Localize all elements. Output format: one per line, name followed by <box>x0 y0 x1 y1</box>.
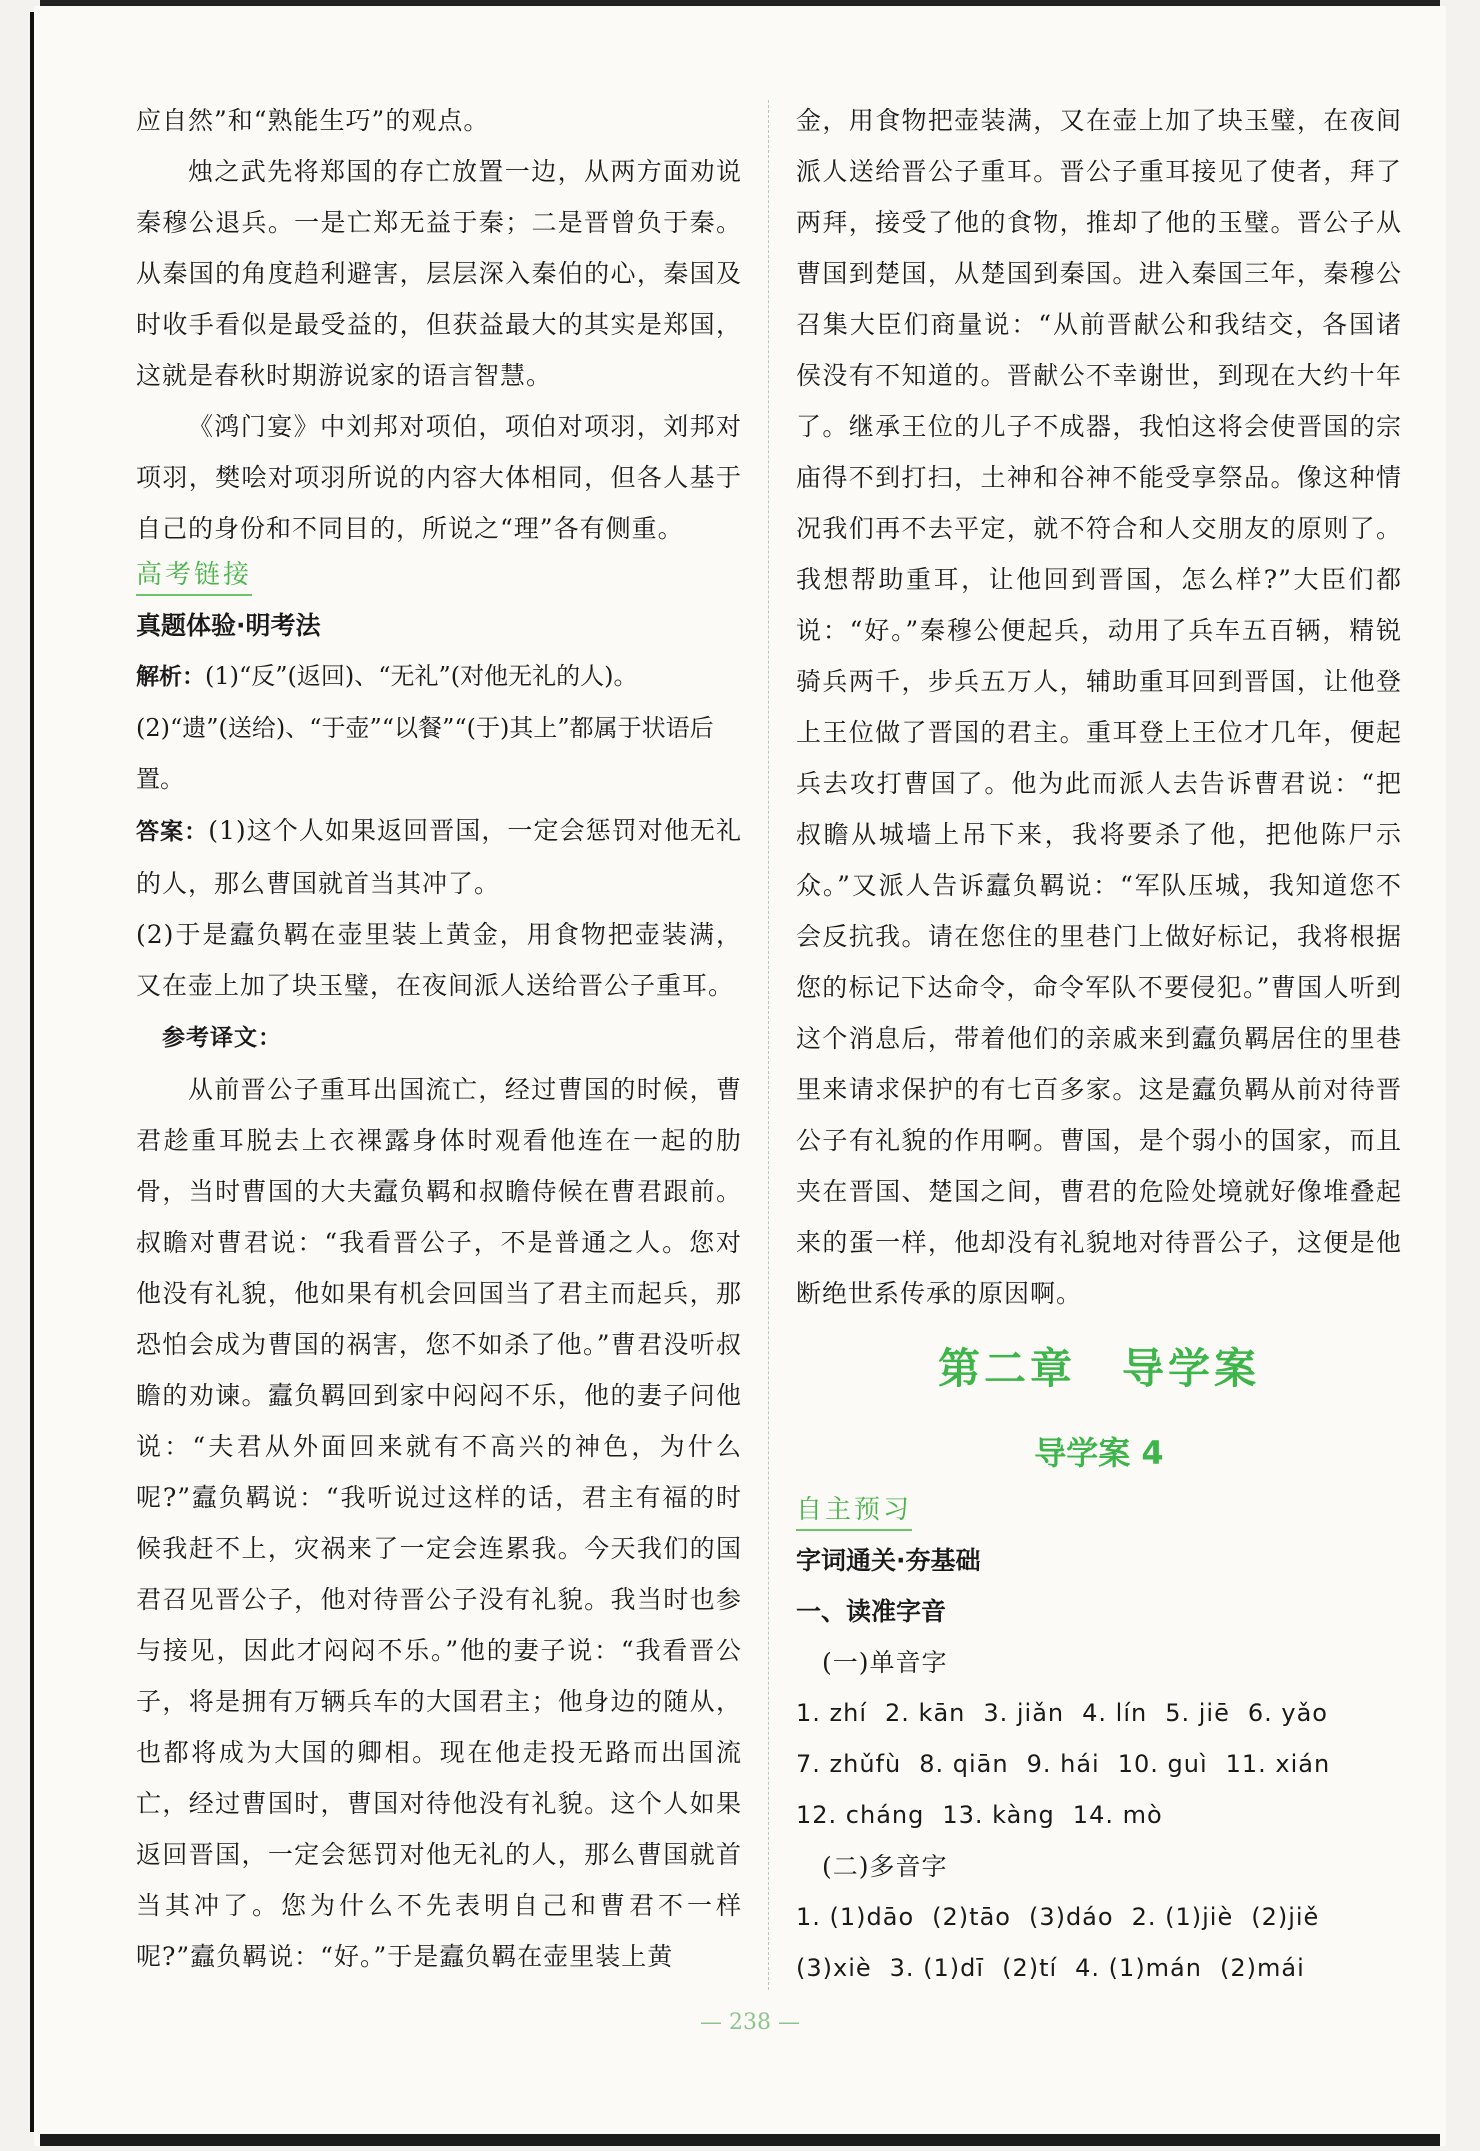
answer-text: (1)这个人如果返回晋国，一定会惩罚对他无礼的人，那么曹国就首当其冲了。 <box>136 816 742 898</box>
reference-label: 参考译文： <box>162 1025 282 1051</box>
single-sound-label: (一)单音字 <box>822 1648 948 1677</box>
answer-paragraph <box>136 805 742 909</box>
pinyin-item: (2)tí <box>1002 1954 1058 1982</box>
pinyin-item: 2. kān <box>885 1699 966 1727</box>
pinyin-row <box>796 1943 1402 1994</box>
paragraph: 《鸿门宴》中刘邦对项伯，项伯对项羽，刘邦对项羽，樊哙对项羽所说的内容大体相同，但各人基于自己的身份和不同目的，所说之“理”各有侧重。 <box>136 412 742 543</box>
pinyin-item: (3)xiè <box>796 1954 872 1982</box>
pinyin-item: 4. (1)mán <box>1075 1954 1202 1982</box>
pinyin-item: 8. qiān <box>919 1750 1009 1778</box>
analysis-text: (1)“反”(返回)、“无礼”(对他无礼的人)。(2)“遗”(送给)、“于壶”“以餐”“(于)其上”都属于状语后置。 <box>136 662 714 793</box>
pinyin-item: 2. (1)jiè <box>1131 1903 1234 1931</box>
pinyin-item: (2)mái <box>1219 1954 1305 1982</box>
subsection-title: 真题体验·明考法 <box>136 611 321 640</box>
pinyin-item: (3)dáo <box>1028 1903 1114 1931</box>
pinyin-item: (2)jiě <box>1251 1903 1320 1931</box>
answer-paragraph-2: (2)于是蠧负羁在壶里装上黄金，用食物把壶装满，又在壶上加了块玉璧，在夜间派人送给晋公子重耳。 <box>136 920 742 1000</box>
multi-sound-label: (二)多音字 <box>822 1852 948 1881</box>
pinyin-item: 13. kàng <box>942 1801 1055 1829</box>
page-number: — 238 — <box>700 2010 800 2035</box>
translation-paragraph: 从前晋公子重耳出国流亡，经过曹国的时候，曹君趁重耳脱去上衣裸露身体时观看他连在一起的肋骨，当时曹国的大夫蠧负羁和叔瞻侍候在曹君跟前。叔瞻对曹君说：“我看晋公子，不是普通之人。您对他没有礼貌，他如果有机会回国当了君主而起兵，那恐怕会成为曹国的祸害，您不如杀了他。”曹君没听叔瞻的劝谏。蠧负羁回到家中闷闷不乐，他的妻子问他说：“夫君从外面回来就有不高兴的神色，为什么呢?”蠧负羁说：“我听说过这样的话，君主有福的时候我赶不上，灾祸来了一定会连累我。今天我们的国君召见晋公子，他对待晋公子没有礼貌。我当时也参与接见，因此才闷闷不乐。”他的妻子说：“我看晋公子，将是拥有万辆兵车的大国君主；他身边的随从，也都将成为大国的卿相。现在他走投无路而出国流亡，经过曹国时，曹国对待他没有礼貌。这个人如果返回晋国，一定会惩罚对他无礼的人，那么曹国就首当其冲了。您为什么不先表明自己和曹君不一样呢?”蠧负羁说：“好。”于是蠧负羁在壶里装上黄 <box>136 1075 742 1971</box>
pinyin-item: 14. mò <box>1072 1801 1163 1829</box>
paragraph: 烛之武先将郑国的存亡放置一边，从两方面劝说秦穆公退兵。一是亡郑无益于秦；二是晋曾负于秦。从秦国的角度趋利避害，层层深入秦伯的心，秦国及时收手看似是最受益的，但获益最大的其实是郑国，这就是春秋时期游说家的语言智慧。 <box>136 157 742 390</box>
section-tag-preview: 自主预习 <box>796 1491 912 1531</box>
analysis-paragraph <box>136 651 742 805</box>
translation-continued: 金，用食物把壶装满，又在壶上加了块玉璧，在夜间派人送给晋公子重耳。晋公子重耳接见了使者，拜了两拜，接受了他的食物，推却了他的玉璧。晋公子从曹国到楚国，从楚国到秦国。进入秦国三年，秦穆公召集大臣们商量说：“从前晋献公和我结交，各国诸侯没有不知道的。晋献公不幸谢世，到现在大约十年了。继承王位的儿子不成器，我怕这将会使晋国的宗庙得不到打扫，土神和谷神不能受享祭品。像这种情况我们再不去平定，就不符合和人交朋友的原则了。我想帮助重耳，让他回到晋国，怎么样?”大臣们都说：“好。”秦穆公便起兵，动用了兵车五百辆，精锐骑兵两千，步兵五万人，辅助重耳回到晋国，让他登上王位做了晋国的君主。重耳登上王位才几年，便起兵去攻打曹国了。他为此而派人去告诉曹君说：“把叔瞻从城墙上吊下来，我将要杀了他，把他陈尸示众。”又派人告诉蠧负羁说：“军队压城，我知道您不会反抗我。请在您住的里巷门上做好标记，我将根据您的标记下达命令，命令军队不要侵犯。”曹国人听到这个消息后，带着他们的亲戚来到蠧负羁居住的里巷里来请求保护的有七百多家。这是蠧负羁从前对待晋公子有礼貌的作用啊。曹国，是个弱小的国家，而且夹在晋国、楚国之间，曹君的危险处境就好像堆叠起来的蛋一样，他却没有礼貌地对待晋公子，这便是他断绝世系传承的原因啊。 <box>796 106 1402 1308</box>
answer-label: 答案： <box>136 819 209 845</box>
left-column <box>136 95 742 1982</box>
section-title: 导学案 4 <box>1034 1434 1164 1472</box>
analysis-label: 解析： <box>136 664 205 690</box>
pinyin-item: 5. jiē <box>1165 1699 1230 1727</box>
section-tag-gaokao: 高考链接 <box>136 556 252 596</box>
pinyin-item: 3. jiǎn <box>983 1699 1065 1727</box>
pinyin-item: 3. (1)dī <box>889 1954 985 1982</box>
pinyin-item: 6. yǎo <box>1247 1699 1328 1727</box>
pinyin-item: 10. guì <box>1117 1750 1208 1778</box>
pinyin-item: 12. cháng <box>796 1801 925 1829</box>
pinyin-item: 7. zhǔfù <box>796 1750 902 1778</box>
pinyin-item: 4. lín <box>1082 1699 1148 1727</box>
subsection-title: 字词通关·夯基础 <box>796 1546 981 1575</box>
right-column <box>796 95 1402 1994</box>
scan-edge-bottom <box>40 2134 1440 2146</box>
chapter-title: 第二章 导学案 <box>937 1344 1260 1393</box>
pinyin-row <box>796 1892 1402 1943</box>
pinyin-item: (2)tāo <box>932 1903 1011 1931</box>
part-title: 一、读准字音 <box>796 1597 947 1626</box>
pinyin-item: 11. xián <box>1225 1750 1331 1778</box>
paragraph: 应自然”和“熟能生巧”的观点。 <box>136 106 490 135</box>
pinyin-row <box>796 1739 1402 1790</box>
pinyin-item: 1. (1)dāo <box>796 1903 915 1931</box>
pinyin-row <box>796 1688 1402 1739</box>
column-divider <box>768 100 769 1990</box>
pinyin-item: 9. hái <box>1026 1750 1100 1778</box>
pinyin-item: 1. zhí <box>796 1699 868 1727</box>
pinyin-row <box>796 1790 1402 1841</box>
